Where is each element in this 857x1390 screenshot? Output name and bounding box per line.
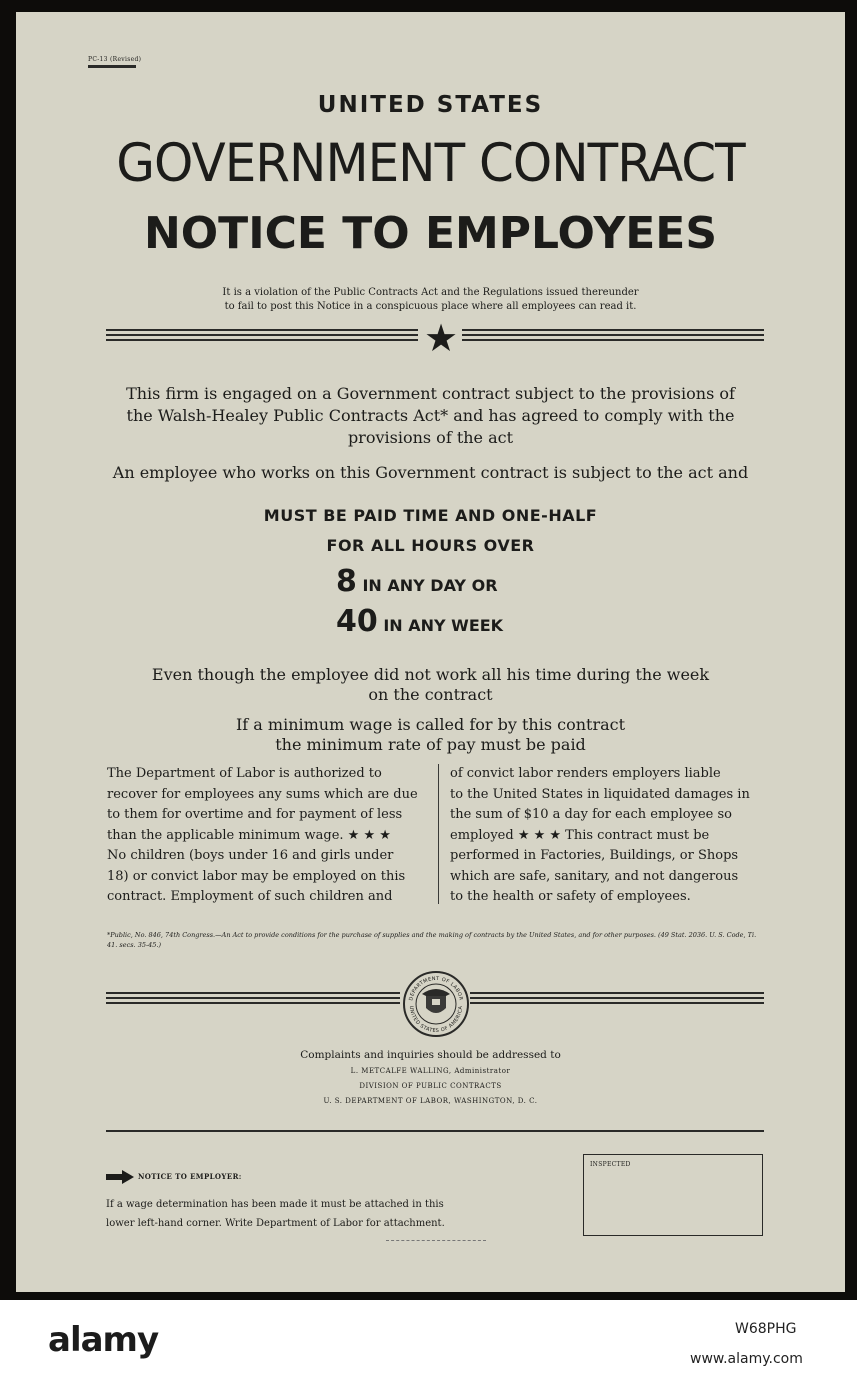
minimum-wage-line: the minimum rate of pay must be paid <box>275 735 586 754</box>
complaints-line: Complaints and inquiries should be addressed to <box>300 1049 561 1061</box>
hours-week-row <box>336 604 503 639</box>
hours-day-text: IN ANY DAY OR <box>362 576 498 595</box>
department-line: U. S. DEPARTMENT OF LABOR, WASHINGTON, D. C. <box>323 1097 538 1105</box>
star-icon: ★ <box>424 316 459 360</box>
employer-notice-line: lower left-hand corner. Write Department of Labor for attachment. <box>106 1218 445 1229</box>
even-though-line: on the contract <box>368 685 493 704</box>
rule-right <box>462 329 764 344</box>
printer-mark <box>386 1240 486 1242</box>
column-line: employed ★ ★ ★ This contract must be <box>450 827 710 843</box>
employer-notice-line: If a wage determination has been made it must be attached in this <box>106 1199 444 1210</box>
overtime-rule-line: FOR ALL HOURS OVER <box>326 536 535 555</box>
watermark-logo: alamy <box>48 1320 159 1360</box>
form-code: PC-13 (Revised) <box>88 56 142 63</box>
form-code-underline <box>88 65 136 68</box>
header-notice-to-employees: NOTICE TO EMPLOYEES <box>143 208 718 259</box>
notice-to-employer-title: NOTICE TO EMPLOYER: <box>138 1172 242 1181</box>
bottom-rule <box>106 1130 764 1132</box>
violation-notice-line: to fail to post this Notice in a conspicuous place where all employees can read it. <box>224 301 637 312</box>
department-of-labor-seal-icon <box>402 970 470 1038</box>
column-line: to them for overtime and for payment of less <box>107 807 403 822</box>
column-line: 18) or convict labor may be employed on this <box>107 868 406 884</box>
watermark-image-id: W68PHG <box>735 1321 797 1337</box>
inspected-box <box>583 1154 763 1236</box>
column-line: No children (boys under 16 and girls under <box>107 848 394 863</box>
column-line: to the health or safety of employees. <box>450 889 691 904</box>
inspected-label: INSPECTED <box>590 1161 631 1168</box>
hours-day-row <box>336 564 498 599</box>
right-column <box>450 764 768 908</box>
administrator-line: L. METCALFE WALLING, Administrator <box>350 1067 511 1075</box>
column-divider <box>438 764 439 904</box>
column-line: than the applicable minimum wage. ★ ★ ★ <box>107 827 391 843</box>
firm-statement-line: This firm is engaged on a Government contract subject to the provisions of <box>126 384 735 403</box>
column-line: contract. Employment of such children and <box>107 889 393 904</box>
firm-statement-line: provisions of the act <box>347 428 514 447</box>
hours-week-text: IN ANY WEEK <box>383 616 504 635</box>
column-line: recover for employees any sums which are due <box>107 786 418 802</box>
hours-day-number: 8 <box>336 564 357 599</box>
division-line: DIVISION OF PUBLIC CONTRACTS <box>359 1082 502 1090</box>
employee-statement: An employee who works on this Government contract is subject to the act and <box>112 463 749 482</box>
column-line: The Department of Labor is authorized to <box>107 766 382 781</box>
hours-week-number: 40 <box>336 604 378 639</box>
header-united-states: UNITED STATES <box>317 92 544 118</box>
watermark-url: www.alamy.com <box>690 1351 803 1367</box>
rule-left <box>106 329 418 344</box>
overtime-rule-line: MUST BE PAID TIME AND ONE-HALF <box>263 506 598 525</box>
minimum-wage-line: If a minimum wage is called for by this contract <box>235 715 626 734</box>
rule-left-lower <box>106 992 400 1007</box>
violation-notice-line: It is a violation of the Public Contracts Act and the Regulations issued thereunder <box>222 287 639 298</box>
left-column <box>107 764 433 908</box>
header-government-contract: GOVERNMENT CONTRACT <box>116 132 745 194</box>
column-line: of convict labor renders employers liable <box>450 766 721 781</box>
column-line: to the United States in liquidated damages in <box>450 786 750 802</box>
column-line: performed in Factories, Buildings, or Shops <box>450 848 739 863</box>
arrow-right-icon <box>106 1170 134 1184</box>
seal-bottom-text: UNITED STATES OF AMERICA <box>407 1005 465 1035</box>
rule-right-lower <box>470 992 764 1007</box>
firm-statement-line: the Walsh-Healey Public Contracts Act* and has agreed to comply with the <box>126 406 735 425</box>
even-though-line: Even though the employee did not work all his time during the week <box>151 665 710 684</box>
seal-top-text: DEPARTMENT OF LABOR <box>408 975 464 1002</box>
column-line: which are safe, sanitary, and not dangerous <box>450 868 739 884</box>
column-line: the sum of $10 a day for each employee so <box>450 807 732 822</box>
footnote: *Public, No. 846, 74th Congress.—An Act to provide conditions for the purchase of supplies and the making of contracts by the United States, and for other purposes. (49 Stat. 2036. U. S. Code, Ti. 41. secs. 35-45.) <box>107 931 757 949</box>
poster <box>16 12 845 1292</box>
